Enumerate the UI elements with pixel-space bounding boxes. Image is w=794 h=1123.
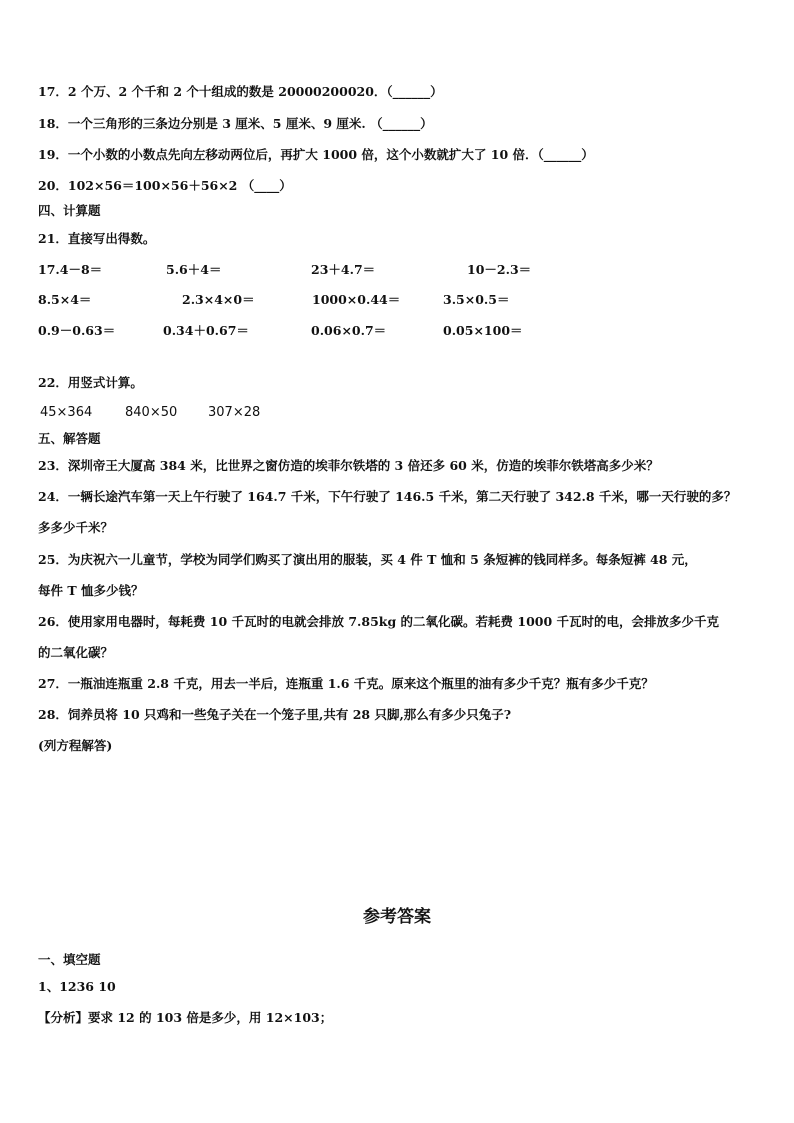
section-5-title: 五、解答题 (38, 431, 101, 446)
calc-item: 0.34＋0.67＝ (163, 323, 249, 338)
section-4-title: 四、计算题 (38, 203, 101, 218)
question-26-line-1: 26．使用家用电器时，每耗费 10 千瓦时的电就会排放 7.85kg 的二氧化碳。若耗费 1000 千瓦时的电，会排放多少千克 (38, 614, 720, 629)
question-20: 20．102×56＝100×56＋56×2 （____） (38, 178, 292, 193)
calc-item: 5.6＋4＝ (166, 262, 222, 277)
question-17: 17．2 个万、2 个千和 2 个十组成的数是 20000200020．（______） (38, 84, 443, 99)
calc-item: 17.4－8＝ (38, 262, 103, 277)
calc-item: 10－2.3＝ (467, 262, 532, 277)
answer-1: 1、1236 10 (38, 979, 116, 994)
answer-section-1: 一、填空题 (38, 952, 101, 967)
question-27: 27．一瓶油连瓶重 2.8 千克，用去一半后，连瓶重 1.6 千克。原来这个瓶里的油有多少千克？瓶有多少千克？ (38, 676, 654, 691)
answer-1-analysis: 【分析】要求 12 的 103 倍是多少，用 12×103； (38, 1010, 333, 1025)
question-25-line-2: 每件 T 恤多少钱？ (38, 583, 144, 598)
question-22: 22．用竖式计算。 (38, 375, 143, 390)
vertical-calc-item: 45×364 (40, 405, 93, 420)
question-25-line-1: 25．为庆祝六一儿童节，学校为同学们购买了演出用的服装，买 4 件 T 恤和 5 条短裤的钱同样多。每条短裤 48 元， (38, 552, 697, 567)
calc-item: 2.3×4×0＝ (182, 292, 255, 307)
calc-item: 23＋4.7＝ (311, 262, 376, 277)
calc-item: 3.5×0.5＝ (443, 292, 510, 307)
question-24-line-1: 24．一辆长途汽车第一天上午行驶了 164.7 千米，下午行驶了 146.5 千米，第二天行驶了 342.8 千米，哪一天行驶的多？ (38, 489, 737, 504)
vertical-calc-item: 840×50 (125, 405, 178, 420)
calc-item: 0.05×100＝ (443, 323, 523, 338)
question-21: 21．直接写出得数。 (38, 231, 156, 246)
question-19: 19．一个小数的小数点先向左移动两位后，再扩大 1000 倍，这个小数就扩大了 10 倍．（______） (38, 147, 594, 162)
question-23: 23．深圳帝王大厦高 384 米，比世界之窗仿造的埃菲尔铁塔的 3 倍还多 60 米，仿造的埃菲尔铁塔高多少米？ (38, 458, 659, 473)
answer-title: 参考答案 (363, 907, 431, 927)
question-24-line-2: 多多少千米？ (38, 520, 114, 535)
question-28-note: (列方程解答) (38, 738, 113, 753)
question-18: 18．一个三角形的三条边分别是 3 厘米、5 厘米、9 厘米. （______） (38, 116, 433, 131)
calc-item: 1000×0.44＝ (312, 292, 401, 307)
question-26-line-2: 的二氧化碳？ (38, 645, 114, 660)
calc-item: 0.06×0.7＝ (311, 323, 387, 338)
question-28: 28．饲养员将 10 只鸡和一些兔子关在一个笼子里,共有 28 只脚,那么有多少只兔子? (38, 707, 512, 722)
calc-item: 8.5×4＝ (38, 292, 92, 307)
vertical-calc-item: 307×28 (208, 405, 261, 420)
calc-item: 0.9－0.63＝ (38, 323, 116, 338)
